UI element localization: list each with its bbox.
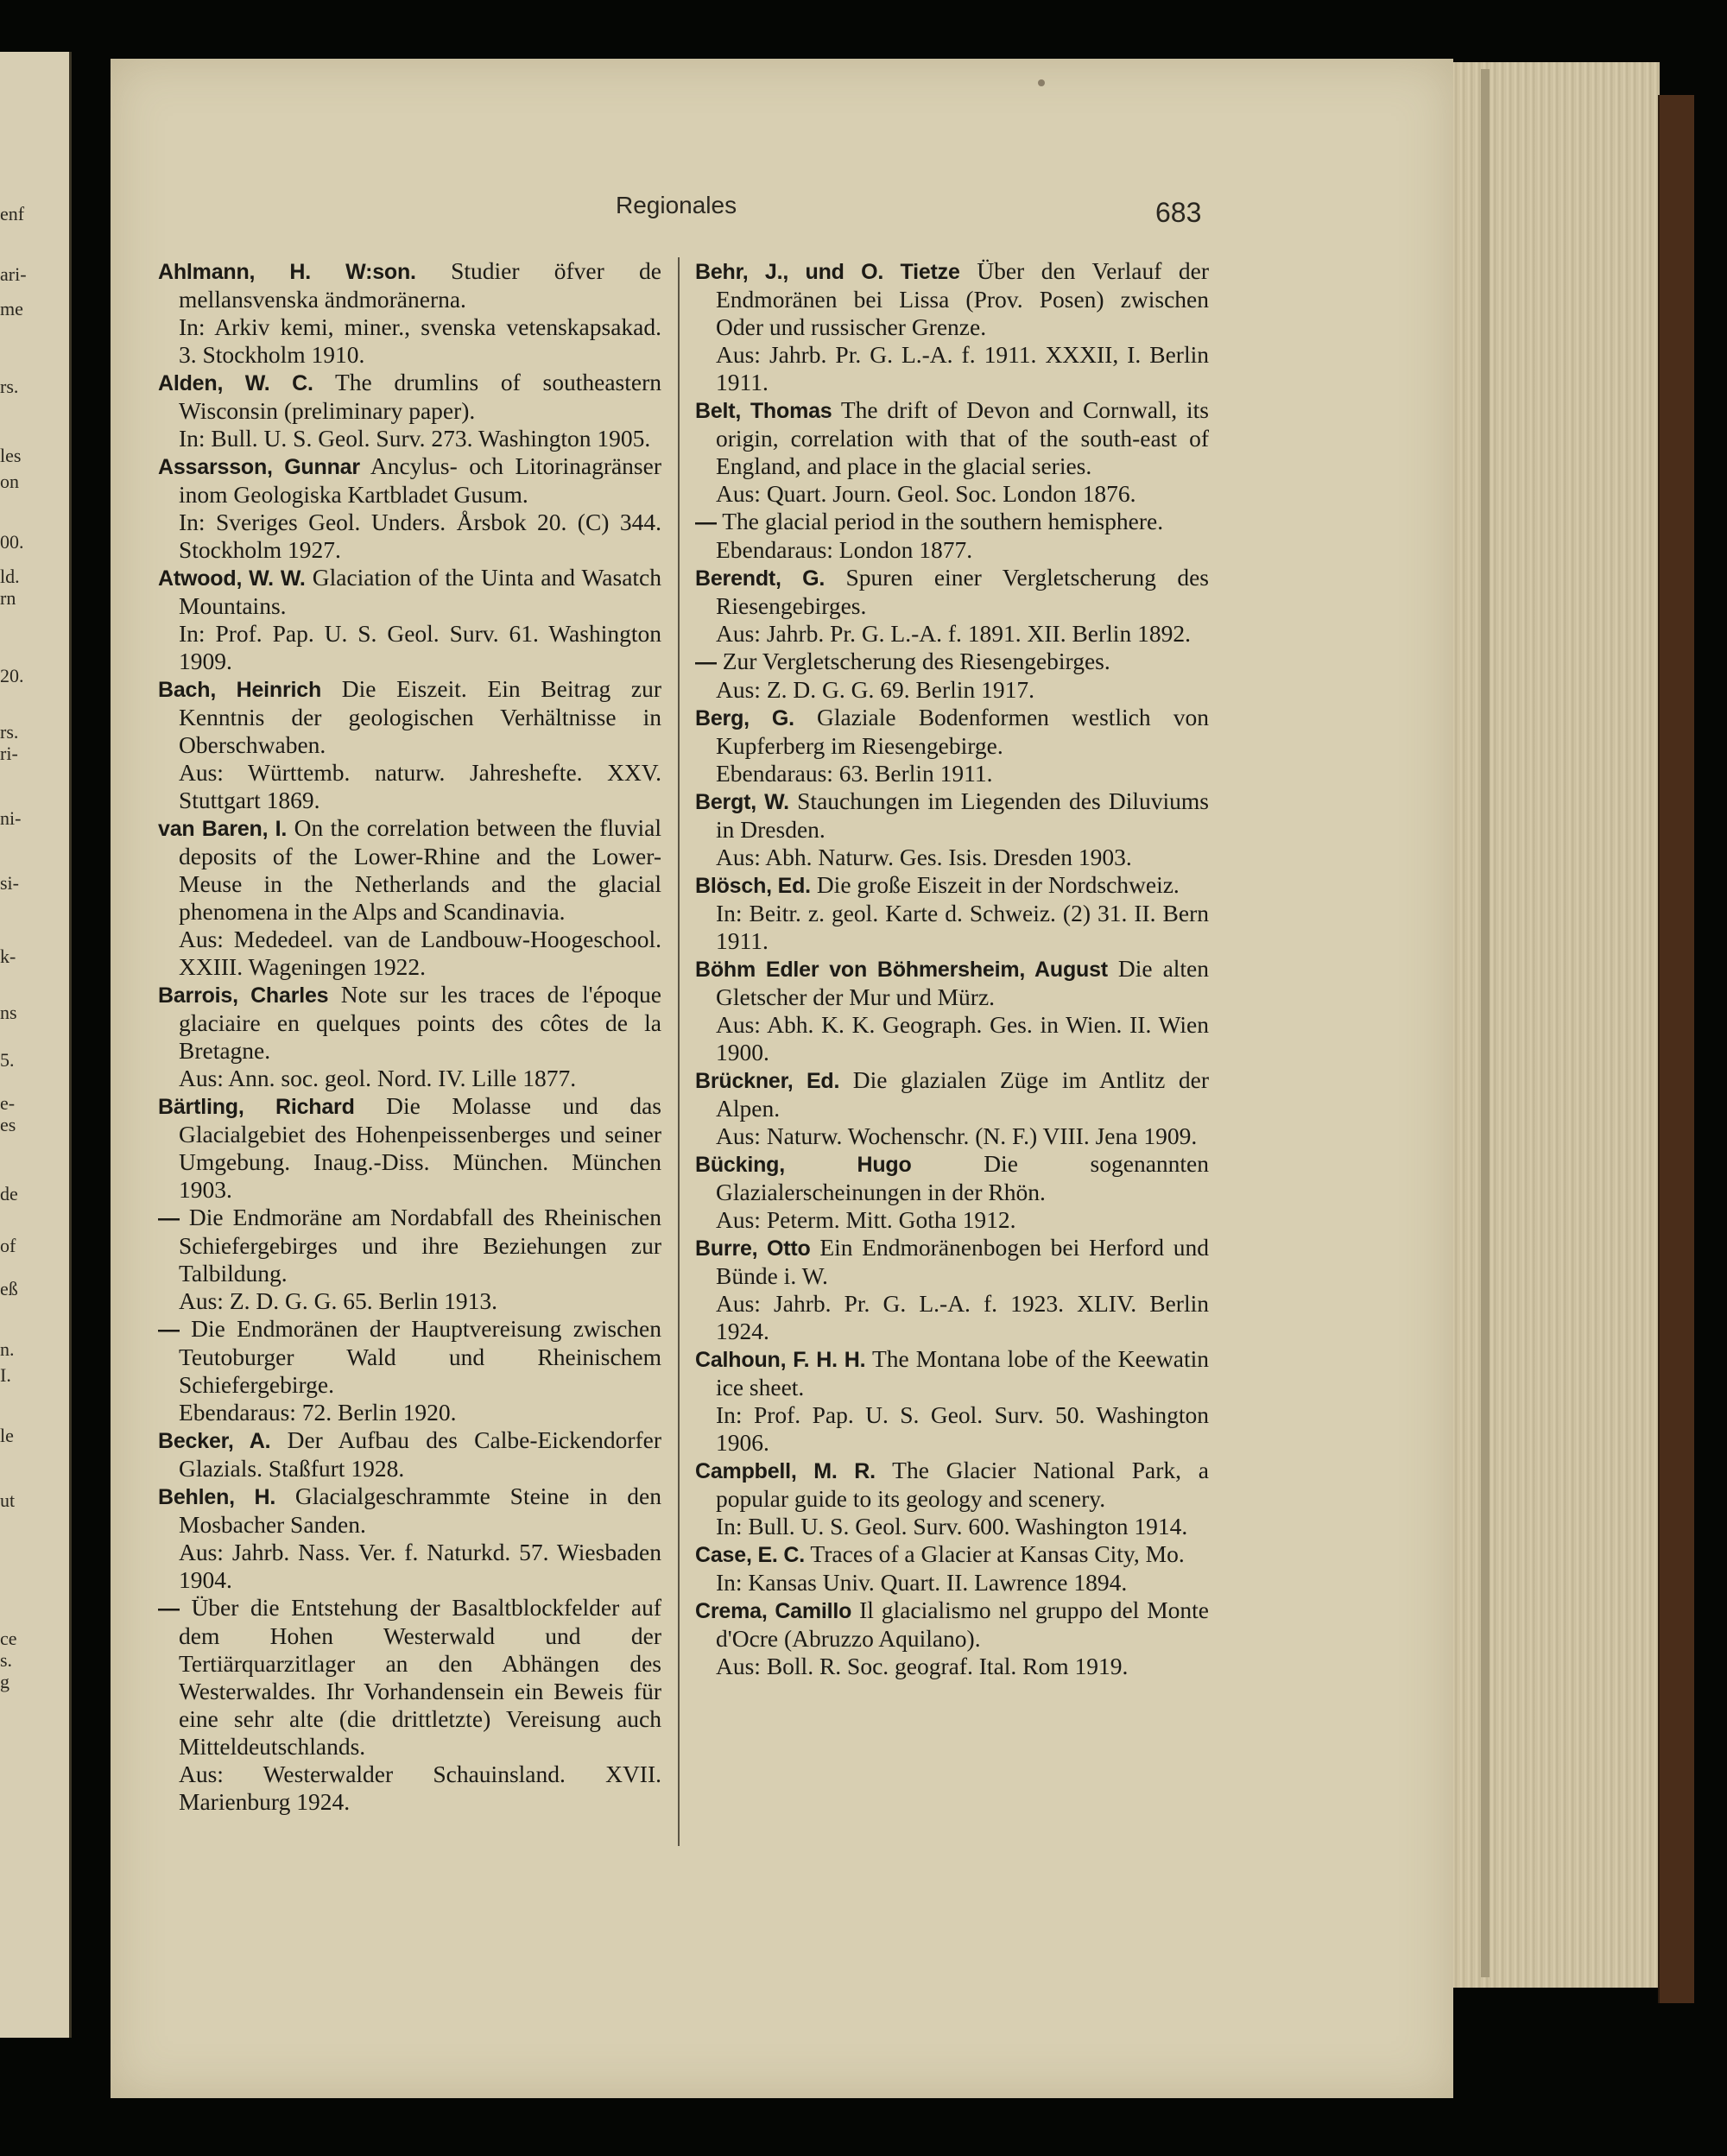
bibliography-entry bbox=[158, 1204, 661, 1287]
entry-author: Bergt, W. bbox=[695, 790, 789, 814]
entry-author: — bbox=[158, 1318, 180, 1342]
bibliography-entry bbox=[158, 452, 661, 509]
entry-author: — bbox=[695, 650, 717, 674]
entry-source: Ebendaraus: 63. Berlin 1911. bbox=[716, 760, 993, 787]
entry-author: — bbox=[158, 1206, 180, 1230]
bibliography-entry bbox=[158, 814, 661, 926]
entry-source: Aus: Naturw. Wochenschr. (N. F.) VIII. Jena 1909. bbox=[716, 1122, 1198, 1149]
bibliography-entry bbox=[695, 1234, 1209, 1290]
entry-author: Alden, W. C. bbox=[158, 371, 313, 395]
entry-title: The glacial period in the southern hemisphere. bbox=[722, 508, 1164, 534]
entry-source: In: Arkiv kemi, miner., svenska vetenskapsakad. 3. Stockholm 1910. bbox=[179, 313, 661, 368]
entry-title: Über den Verlauf der Endmoränen bei Lissa (Prov. Posen) zwischen Oder und russischer Grenze. bbox=[716, 257, 1210, 340]
facing-page-text-fragment: ri- bbox=[0, 743, 18, 764]
entry-title: Die Molasse und das Glacialgebiet des Hohenpeissenberges und seiner Umgebung. Inaug.-Diss. München. München 1903. bbox=[179, 1092, 661, 1203]
entry-title: Ancylus- och Litorinagränser inom Geologiska Kartbladet Gusum. bbox=[179, 452, 661, 508]
entry-title: Glacialgeschrammte Steine in den Mosbacher Sanden. bbox=[179, 1483, 661, 1538]
left-column bbox=[158, 257, 661, 1816]
bibliography-entry bbox=[695, 648, 1209, 676]
bibliography-entry bbox=[695, 508, 1209, 536]
facing-page-text-fragment: k- bbox=[0, 945, 16, 967]
entry-title: Studier öfver de mellansvenska ändmoränerna. bbox=[179, 257, 662, 313]
bibliography-entry bbox=[158, 1315, 661, 1399]
facing-page-text-fragment: ld. bbox=[0, 566, 20, 587]
entry-author: Crema, Camillo bbox=[695, 1599, 852, 1623]
facing-page-text-fragment: I. bbox=[0, 1364, 11, 1386]
facing-page-text-fragment: ni- bbox=[0, 807, 22, 829]
entry-author: Böhm Edler von Böhmersheim, August bbox=[695, 958, 1108, 982]
entry-title: The Glacier National Park, a popular guide to its geology and scenery. bbox=[716, 1457, 1209, 1512]
facing-page-text-fragment: n. bbox=[0, 1338, 15, 1360]
entry-author: Behr, J., und O. Tietze bbox=[695, 260, 960, 284]
entry-author: Belt, Thomas bbox=[695, 399, 832, 423]
entry-author: Bärtling, Richard bbox=[158, 1095, 355, 1119]
page-stack-shadow bbox=[1481, 69, 1490, 1977]
entry-author: Blösch, Ed. bbox=[695, 874, 811, 898]
facing-page-text-fragment: ari- bbox=[0, 263, 27, 285]
book-fore-edge bbox=[1433, 62, 1660, 1988]
entry-source: Aus: Abh. Naturw. Ges. Isis. Dresden 1903. bbox=[716, 844, 1132, 870]
entry-source: Aus: Abh. K. K. Geograph. Ges. in Wien. II. Wien 1900. bbox=[716, 1011, 1209, 1065]
facing-page-text-fragment: le bbox=[0, 1425, 14, 1446]
entry-source: Aus: Z. D. G. G. 69. Berlin 1917. bbox=[716, 676, 1034, 703]
entry-title: Zur Vergletscherung des Riesengebirges. bbox=[722, 648, 1110, 674]
facing-page-text-fragment: de bbox=[0, 1183, 18, 1204]
facing-page-text-fragment: s. bbox=[0, 1649, 13, 1671]
entry-author: Burre, Otto bbox=[695, 1236, 811, 1261]
entry-title: Die große Eiszeit in der Nordschweiz. bbox=[816, 871, 1180, 898]
right-column bbox=[695, 257, 1209, 1680]
entry-title: Traces of a Glacier at Kansas City, Mo. bbox=[810, 1540, 1185, 1567]
entry-source: Aus: Z. D. G. G. 65. Berlin 1913. bbox=[179, 1287, 497, 1314]
bibliography-entry bbox=[695, 396, 1209, 480]
entry-author: Behlen, H. bbox=[158, 1485, 276, 1509]
facing-page-text-fragment: rs. bbox=[0, 376, 19, 397]
bibliography-entry bbox=[158, 1092, 661, 1204]
entry-author: van Baren, I. bbox=[158, 817, 288, 841]
entry-source: Aus: Ann. soc. geol. Nord. IV. Lille 1877. bbox=[179, 1065, 577, 1091]
facing-page-text-fragment: rn bbox=[0, 587, 16, 609]
entry-source: Aus: Jahrb. Pr. G. L.-A. f. 1911. XXXII, I. Berlin 1911. bbox=[716, 341, 1209, 395]
bibliography-entry bbox=[158, 675, 661, 759]
entry-title: On the correlation between the fluvial deposits of the Lower-Rhine and the Lower-Meuse in the Netherlands and the glacial phenomena in the Alps and Scandinavia. bbox=[179, 814, 662, 925]
entry-source: In: Prof. Pap. U. S. Geol. Surv. 50. Washington 1906. bbox=[716, 1401, 1209, 1456]
entry-author: Bücking, Hugo bbox=[695, 1153, 912, 1177]
entry-source: Aus: Jahrb. Pr. G. L.-A. f. 1923. XLIV. Berlin 1924. bbox=[716, 1290, 1209, 1344]
pencil-mark bbox=[1038, 79, 1045, 86]
entry-author: Calhoun, F. H. H. bbox=[695, 1348, 866, 1372]
bibliography-entry bbox=[695, 1345, 1209, 1401]
bibliography-entry bbox=[695, 1540, 1209, 1569]
entry-source: In: Bull. U. S. Geol. Surv. 273. Washington 1905. bbox=[179, 425, 651, 452]
bibliography-entry bbox=[695, 1457, 1209, 1513]
entry-author: Case, E. C. bbox=[695, 1543, 806, 1567]
entry-source: In: Beitr. z. geol. Karte d. Schweiz. (2) 31. II. Bern 1911. bbox=[716, 900, 1209, 954]
facing-page-text-fragment: of bbox=[0, 1235, 16, 1256]
bibliography-entry bbox=[158, 1594, 661, 1761]
entry-author: Becker, A. bbox=[158, 1429, 271, 1453]
column-divider bbox=[678, 257, 680, 1846]
facing-page-text-fragment: 00. bbox=[0, 531, 24, 553]
entry-title: The drumlins of southeastern Wisconsin (preliminary paper). bbox=[179, 369, 661, 424]
entry-title: Glaciation of the Uinta and Wasatch Mountains. bbox=[179, 564, 662, 619]
entry-title: Die alten Gletscher der Mur und Mürz. bbox=[716, 955, 1210, 1010]
entry-title: Der Aufbau des Calbe-Eickendorfer Glazials. Staßfurt 1928. bbox=[179, 1426, 662, 1482]
entry-source: Aus: Westerwalder Schauinsland. XVII. Marienburg 1924. bbox=[179, 1761, 661, 1815]
entry-title: Die Endmoräne am Nordabfall des Rheinischen Schiefergebirges und ihre Beziehungen zur Talbildung. bbox=[179, 1204, 662, 1287]
entry-source: In: Kansas Univ. Quart. II. Lawrence 1894. bbox=[716, 1569, 1128, 1596]
bibliography-entry bbox=[695, 871, 1209, 900]
facing-page-text-fragment: eß bbox=[0, 1278, 18, 1299]
entry-author: Atwood, W. W. bbox=[158, 566, 306, 591]
bibliography-entry bbox=[158, 564, 661, 620]
page-number: 683 bbox=[1155, 197, 1202, 228]
entry-title: Note sur les traces de l'époque glaciaire en quelques points des côtes de la Bretagne. bbox=[179, 981, 661, 1064]
entry-source: Aus: Quart. Journ. Geol. Soc. London 1876. bbox=[716, 480, 1136, 507]
bibliography-entry bbox=[695, 1066, 1209, 1122]
bibliography-entry bbox=[158, 1426, 661, 1483]
entry-source: Ebendaraus: London 1877. bbox=[716, 536, 973, 563]
entry-title: Spuren einer Vergletscherung des Riesengebirges. bbox=[716, 564, 1209, 619]
entry-source: In: Sveriges Geol. Unders. Årsbok 20. (C) 344. Stockholm 1927. bbox=[179, 509, 661, 563]
entry-source: Ebendaraus: 72. Berlin 1920. bbox=[179, 1399, 457, 1426]
entry-author: Bach, Heinrich bbox=[158, 678, 322, 702]
entry-author: Barrois, Charles bbox=[158, 983, 329, 1008]
entry-source: Aus: Jahrb. Pr. G. L.-A. f. 1891. XII. Berlin 1892. bbox=[716, 620, 1191, 647]
entry-title: Die glazialen Züge im Antlitz der Alpen. bbox=[716, 1066, 1209, 1122]
entry-title: Glaziale Bodenformen westlich von Kupferberg im Riesengebirge. bbox=[716, 704, 1209, 759]
bibliography-entry bbox=[695, 787, 1209, 844]
facing-page-text-fragment: enf bbox=[0, 203, 25, 224]
facing-page-text-fragment: ns bbox=[0, 1002, 17, 1023]
facing-page-text-fragment: e- bbox=[0, 1092, 16, 1114]
bibliography-entry bbox=[695, 704, 1209, 760]
entry-source: Aus: Peterm. Mitt. Gotha 1912. bbox=[716, 1206, 1016, 1233]
bibliography-entry bbox=[158, 369, 661, 425]
facing-page-text-fragment: 20. bbox=[0, 665, 24, 686]
running-header: Regionales bbox=[616, 192, 737, 218]
facing-page-text-fragment: rs. bbox=[0, 721, 19, 743]
bibliography-entry bbox=[695, 1596, 1209, 1653]
facing-page-text-fragment: les bbox=[0, 445, 22, 466]
entry-author: Brückner, Ed. bbox=[695, 1069, 840, 1093]
entry-title: Die Endmoränen der Hauptvereisung zwischen Teutoburger Wald und Rheinischem Schiefergebirge. bbox=[179, 1315, 662, 1398]
entry-source: Aus: Mededeel. van de Landbouw-Hoogeschool. XXIII. Wageningen 1922. bbox=[179, 926, 661, 980]
entry-title: Die sogenannten Glazialerscheinungen in der Rhön. bbox=[716, 1150, 1209, 1205]
bibliography-entry bbox=[695, 257, 1209, 341]
bibliography-entry bbox=[158, 981, 661, 1065]
entry-author: Campbell, M. R. bbox=[695, 1459, 876, 1483]
bibliography-entry bbox=[695, 564, 1209, 620]
facing-page-text-fragment: me bbox=[0, 298, 23, 319]
entry-source: In: Bull. U. S. Geol. Surv. 600. Washington 1914. bbox=[716, 1513, 1188, 1540]
entry-title: The drift of Devon and Cornwall, its origin, correlation with that of the south-east of England, and place in the glacial series. bbox=[716, 396, 1209, 479]
entry-source: Aus: Boll. R. Soc. geograf. Ital. Rom 1919. bbox=[716, 1653, 1129, 1679]
book-cover-edge bbox=[1658, 95, 1694, 2003]
facing-page-text-fragment: ce bbox=[0, 1628, 17, 1649]
facing-page-text-fragment: si- bbox=[0, 872, 19, 894]
entry-source: Aus: Württemb. naturw. Jahreshefte. XXV. Stuttgart 1869. bbox=[179, 759, 661, 813]
facing-page-text-fragment: es bbox=[0, 1114, 16, 1135]
entry-author: Berg, G. bbox=[695, 706, 794, 730]
facing-page-text-fragment: ut bbox=[0, 1489, 16, 1511]
entry-author: Ahlmann, H. W:son. bbox=[158, 260, 416, 284]
entry-author: — bbox=[158, 1596, 180, 1621]
bibliography-entry bbox=[158, 257, 661, 313]
bibliography-entry bbox=[695, 1150, 1209, 1206]
entry-title: Stauchungen im Liegenden des Diluviums in Dresden. bbox=[716, 787, 1209, 843]
facing-page-text-fragment: on bbox=[0, 471, 19, 492]
facing-page-edge bbox=[0, 52, 72, 2038]
entry-title: Über die Entstehung der Basaltblockfelder auf dem Hohen Westerwald und der Tertiärquarzitlager an den Abhängen des Westerwaldes. Ihr Vorhandensein ein Beweis für eine sehr alte (die drittletzte) Vereisung auch Mitteldeutschlands. bbox=[179, 1594, 662, 1760]
entry-title: Ein Endmoränenbogen bei Herford und Bünde i. W. bbox=[716, 1234, 1210, 1289]
facing-page-text-fragment: 5. bbox=[0, 1049, 15, 1071]
bibliography-entry bbox=[695, 955, 1209, 1011]
entry-author: Berendt, G. bbox=[695, 566, 826, 591]
entry-source: In: Prof. Pap. U. S. Geol. Surv. 61. Washington 1909. bbox=[179, 620, 661, 674]
entry-author: Assarsson, Gunnar bbox=[158, 455, 360, 479]
entry-title: Die Eiszeit. Ein Beitrag zur Kenntnis der geologischen Verhältnisse in Oberschwaben. bbox=[179, 675, 662, 758]
entry-title: Il glacialismo nel gruppo del Monte d'Ocre (Abruzzo Aquilano). bbox=[716, 1596, 1209, 1652]
entry-source: Aus: Jahrb. Nass. Ver. f. Naturkd. 57. Wiesbaden 1904. bbox=[179, 1539, 661, 1593]
facing-page-text-fragment: g bbox=[0, 1671, 9, 1692]
entry-author: — bbox=[695, 510, 717, 534]
entry-title: The Montana lobe of the Keewatin ice sheet. bbox=[716, 1345, 1209, 1400]
bibliography-entry bbox=[158, 1483, 661, 1539]
